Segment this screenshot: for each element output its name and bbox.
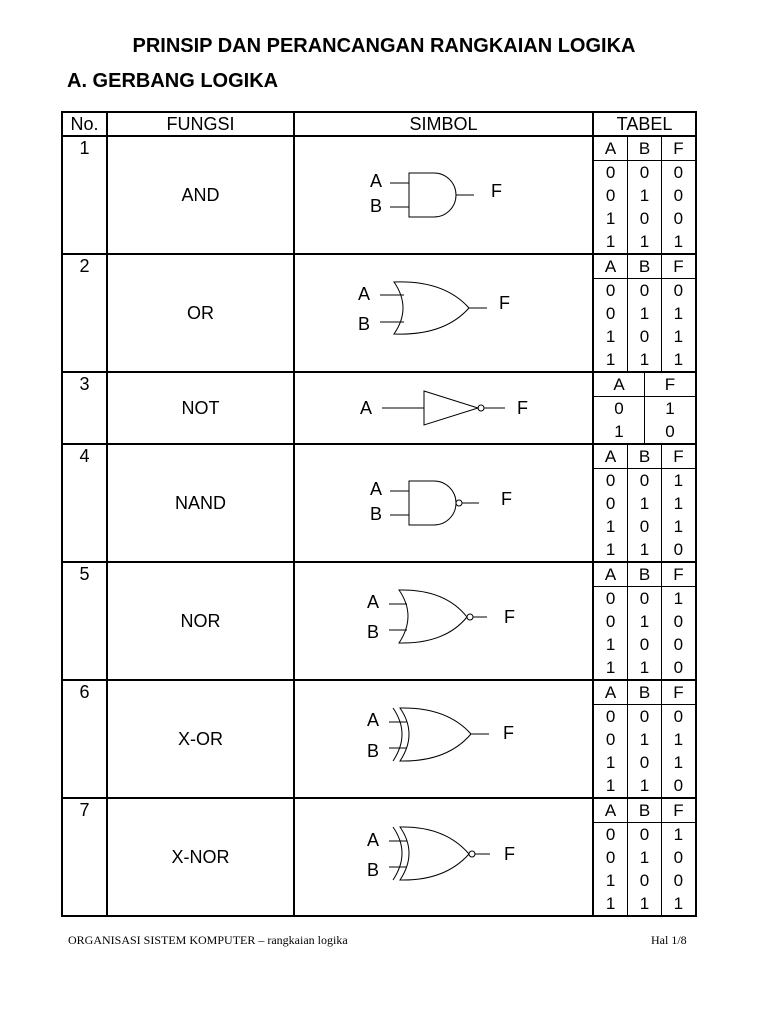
tt-cell: 0 <box>661 705 695 729</box>
gate-function-name: OR <box>107 254 294 372</box>
page-title: PRINSIP DAN PERANCANGAN RANGKAIAN LOGIKA <box>132 35 636 57</box>
truth-table <box>594 799 695 915</box>
truth-table-cell <box>593 254 696 372</box>
tt-cell: 0 <box>614 399 624 418</box>
gate-output-f-label: F <box>516 398 528 418</box>
tt-cell: 0 <box>605 163 616 182</box>
gate-symbol-cell <box>294 254 593 372</box>
gate-input-b-label: B <box>369 504 382 524</box>
gate-output-f-label: F <box>490 181 502 201</box>
gate-input-a-label: A <box>359 398 372 418</box>
tt-cell: B <box>628 563 662 587</box>
tt-cell: 0 <box>628 161 662 185</box>
row-number: 3 <box>62 372 107 444</box>
gate-function-name: AND <box>107 136 294 254</box>
gate-input-a-label: A <box>366 592 379 612</box>
truth-table <box>594 681 695 797</box>
tt-cell: 1 <box>661 892 695 915</box>
tt-cell: 0 <box>661 774 695 797</box>
tt-cell: 0 <box>628 515 662 538</box>
tt-cell: 1 <box>661 230 695 253</box>
gate-input-a-label: A <box>366 830 379 850</box>
gate-symbol-cell <box>294 444 593 562</box>
tt-cell: 0 <box>605 186 616 205</box>
not-gate-symbol <box>354 383 534 433</box>
header-tabel: TABEL <box>593 112 696 136</box>
tt-cell: A <box>594 255 628 279</box>
tt-cell: 0 <box>628 823 662 847</box>
tt-cell: 0 <box>628 633 662 656</box>
gate-symbol-cell <box>294 372 593 444</box>
tt-cell: 1 <box>661 587 695 611</box>
truth-table <box>594 255 695 371</box>
tt-cell: 0 <box>661 538 695 561</box>
gate-input-a-label: A <box>357 284 370 304</box>
tt-cell: 1 <box>661 302 695 325</box>
tt-cell: 0 <box>628 279 662 303</box>
gate-row-not <box>62 372 696 444</box>
tt-cell: 0 <box>661 279 695 303</box>
tt-cell: F <box>661 445 695 469</box>
tt-cell: 0 <box>661 161 695 185</box>
gate-output-f-label: F <box>502 723 514 743</box>
gate-row-nor <box>62 562 696 680</box>
truth-table-cell <box>593 562 696 680</box>
gate-row-or <box>62 254 696 372</box>
tt-cell: 0 <box>605 281 616 300</box>
tt-cell: 0 <box>605 825 616 844</box>
truth-table-cell <box>593 372 696 444</box>
xor-gate-symbol <box>359 704 529 774</box>
tt-cell: 1 <box>661 823 695 847</box>
and-gate-symbol <box>364 165 524 225</box>
gate-input-b-label: B <box>366 860 379 880</box>
tt-cell: F <box>661 255 695 279</box>
nand-gate-symbol <box>364 473 524 533</box>
tt-cell: 0 <box>628 587 662 611</box>
gate-symbol-cell <box>294 680 593 798</box>
truth-table-cell <box>593 680 696 798</box>
truth-table <box>594 373 695 443</box>
truth-table <box>594 137 695 253</box>
nor-gate-symbol <box>359 586 529 656</box>
gate-row-xnor <box>62 798 696 916</box>
tt-cell: 1 <box>628 846 662 869</box>
tt-cell: 1 <box>605 540 616 559</box>
tt-cell: 1 <box>605 209 616 228</box>
tt-cell: 0 <box>605 612 616 631</box>
tt-cell: 1 <box>661 751 695 774</box>
tt-cell: 1 <box>605 350 616 369</box>
tt-cell: 0 <box>661 184 695 207</box>
tt-cell: F <box>645 373 696 397</box>
gate-input-a-label: A <box>366 710 379 730</box>
gate-output-f-label: F <box>503 607 515 627</box>
row-number: 7 <box>62 798 107 916</box>
tt-cell: 1 <box>628 728 662 751</box>
tt-cell: 0 <box>605 304 616 323</box>
tt-cell: 1 <box>661 492 695 515</box>
tt-cell: 1 <box>605 894 616 913</box>
tt-cell: 1 <box>614 422 624 441</box>
tt-cell: 0 <box>661 869 695 892</box>
tt-cell: 1 <box>661 728 695 751</box>
gate-row-and <box>62 136 696 254</box>
tt-cell: 0 <box>661 846 695 869</box>
tt-cell: 0 <box>628 751 662 774</box>
header-simbol: SIMBOL <box>294 112 593 136</box>
tt-cell: B <box>628 445 662 469</box>
tt-cell: 1 <box>628 348 662 371</box>
gate-function-name: NAND <box>107 444 294 562</box>
tt-cell: 1 <box>628 538 662 561</box>
tt-cell: 0 <box>628 207 662 230</box>
tt-cell: 1 <box>605 658 616 677</box>
tt-cell: 0 <box>628 325 662 348</box>
gate-function-name: NOT <box>107 372 294 444</box>
tt-cell: F <box>661 681 695 705</box>
gate-row-nand <box>62 444 696 562</box>
gate-function-name: NOR <box>107 562 294 680</box>
row-number: 2 <box>62 254 107 372</box>
gate-symbol-cell <box>294 798 593 916</box>
tt-cell: F <box>661 563 695 587</box>
tt-cell: 0 <box>605 848 616 867</box>
tt-cell: 0 <box>661 207 695 230</box>
tt-cell: 0 <box>605 471 616 490</box>
gate-input-a-label: A <box>369 171 382 191</box>
header-no: No. <box>62 112 107 136</box>
tt-cell: 1 <box>661 325 695 348</box>
tt-cell: 1 <box>605 871 616 890</box>
row-number: 6 <box>62 680 107 798</box>
gate-function-name: X-NOR <box>107 798 294 916</box>
tt-cell: 0 <box>628 705 662 729</box>
logic-gates-table <box>61 111 697 917</box>
tt-cell: 0 <box>645 420 696 443</box>
tt-cell: 0 <box>605 494 616 513</box>
tt-cell: 1 <box>628 302 662 325</box>
tt-cell: 1 <box>605 517 616 536</box>
header-fungsi: FUNGSI <box>107 112 294 136</box>
gate-input-b-label: B <box>357 314 370 334</box>
tt-cell: 0 <box>628 869 662 892</box>
tt-cell: 1 <box>628 230 662 253</box>
row-number: 4 <box>62 444 107 562</box>
tt-cell: 0 <box>605 730 616 749</box>
truth-table-cell <box>593 798 696 916</box>
gate-symbol-cell <box>294 136 593 254</box>
tt-cell: 1 <box>628 774 662 797</box>
tt-cell: 1 <box>628 184 662 207</box>
tt-cell: 1 <box>628 610 662 633</box>
truth-table <box>594 445 695 561</box>
footer-course-title: ORGANISASI SISTEM KOMPUTER – rangkaian logika <box>68 933 348 947</box>
table-header-row <box>62 112 696 136</box>
tt-cell: 1 <box>605 232 616 251</box>
tt-cell: 1 <box>661 469 695 493</box>
gate-row-xor <box>62 680 696 798</box>
gate-input-b-label: B <box>369 196 382 216</box>
tt-cell: B <box>628 799 662 823</box>
tt-cell: 1 <box>628 892 662 915</box>
tt-cell: 1 <box>605 635 616 654</box>
tt-cell: 1 <box>628 492 662 515</box>
tt-cell: 1 <box>645 397 696 421</box>
row-number: 5 <box>62 562 107 680</box>
row-number: 1 <box>62 136 107 254</box>
footer-page-number: Hal 1/8 <box>651 933 687 947</box>
truth-table <box>594 563 695 679</box>
truth-table-cell <box>593 136 696 254</box>
tt-cell: 1 <box>605 327 616 346</box>
tt-cell: A <box>594 373 645 397</box>
gate-input-a-label: A <box>369 479 382 499</box>
gate-function-name: X-OR <box>107 680 294 798</box>
tt-cell: F <box>661 137 695 161</box>
tt-cell: 1 <box>605 776 616 795</box>
gate-symbol-cell <box>294 562 593 680</box>
tt-cell: 1 <box>605 753 616 772</box>
tt-cell: A <box>594 137 628 161</box>
tt-cell: A <box>594 799 628 823</box>
xnor-gate-symbol <box>359 822 529 892</box>
gate-input-b-label: B <box>366 622 379 642</box>
tt-cell: A <box>594 681 628 705</box>
tt-cell: A <box>594 563 628 587</box>
tt-cell: B <box>628 681 662 705</box>
tt-cell: B <box>628 255 662 279</box>
tt-cell: 1 <box>661 515 695 538</box>
tt-cell: 0 <box>661 633 695 656</box>
tt-cell: A <box>594 445 628 469</box>
tt-cell: 1 <box>661 348 695 371</box>
truth-table-cell <box>593 444 696 562</box>
gate-output-f-label: F <box>503 844 515 864</box>
gate-input-b-label: B <box>366 741 379 761</box>
tt-cell: 0 <box>605 589 616 608</box>
tt-cell: B <box>628 137 662 161</box>
tt-cell: 0 <box>628 469 662 493</box>
tt-cell: 0 <box>661 656 695 679</box>
tt-cell: 0 <box>605 707 616 726</box>
tt-cell: F <box>661 799 695 823</box>
gate-output-f-label: F <box>500 489 512 509</box>
tt-cell: 0 <box>661 610 695 633</box>
gate-output-f-label: F <box>498 293 510 313</box>
section-heading: A. GERBANG LOGIKA <box>67 70 279 92</box>
or-gate-symbol <box>354 278 534 348</box>
tt-cell: 1 <box>628 656 662 679</box>
